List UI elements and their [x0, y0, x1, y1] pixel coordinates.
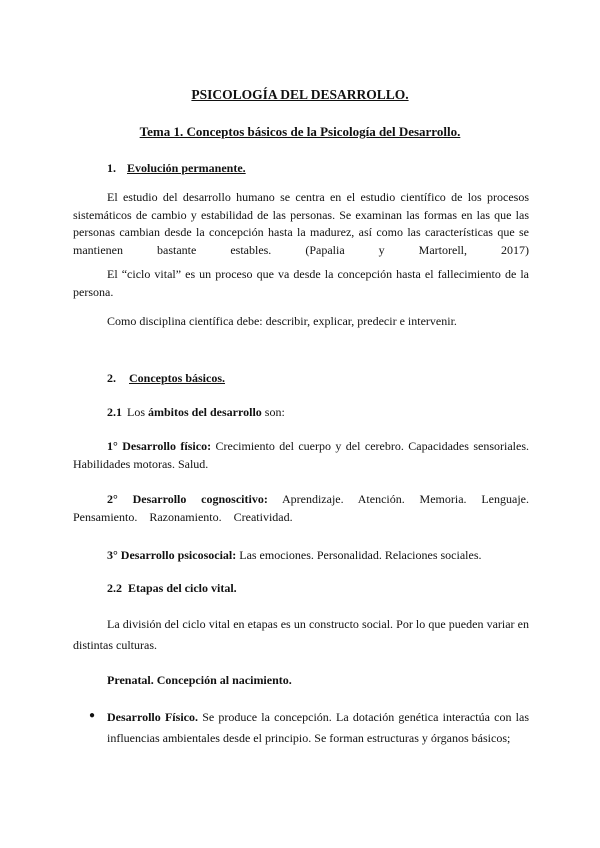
subsection-2-2-number: 2.2: [107, 581, 122, 595]
bullet-icon: ●: [89, 710, 96, 721]
section-2-number: 2.: [107, 371, 116, 385]
stages-paragraph: La división del ciclo vital en etapas es un constructo social. Por lo que pueden variar en distintas culturas.: [73, 617, 529, 652]
development-item-psychosocial: [73, 547, 529, 565]
subsection-2-1-post: son:: [261, 405, 285, 419]
section-1-number: 1.: [107, 161, 116, 175]
section-1-heading: Evolución permanente.: [127, 161, 246, 175]
subsection-2-1: [107, 405, 285, 420]
document-title: PSICOLOGÍA DEL DESARROLLO.: [191, 87, 409, 102]
subsection-2-2-heading: Etapas del ciclo vital.: [128, 581, 237, 595]
item-cognitive-text: Aprendizaje. Atención. Memoria. Lenguaje. Pensamiento. Razonamiento. Creatividad.: [73, 492, 529, 524]
item-psychosocial-label: 3° Desarrollo psicosocial:: [107, 548, 237, 562]
section-1-paragraph-1: El estudio del desarrollo humano se centra en el estudio científico de los procesos sistemáticos de cambio y estabilidad de las personas. Se examinan las formas en las que las personas cambian desde la concepción hasta la madurez, así como las características que se mantienen bastante estables. (Papalia y Martorell, 2017): [73, 190, 529, 257]
bullet-text: Se produce la concepción. La dotación genética interactúa con las influencias ambientales desde el principio. Se forman estructuras y órganos básicos;: [107, 710, 529, 745]
development-item-cognitive: [73, 491, 529, 526]
section-1-paragraph-2: El “ciclo vital” es un proceso que va desde la concepción hasta el fallecimiento de la persona.: [73, 267, 529, 299]
bullet-physical-development: [107, 707, 529, 749]
item-psychosocial-text: Las emociones. Personalidad. Relaciones sociales.: [236, 548, 482, 562]
item-physical-label: 1° Desarrollo físico:: [107, 439, 212, 453]
prenatal-heading: Prenatal. Concepción al nacimiento.: [107, 673, 292, 687]
item-physical-text: Crecimiento del cuerpo y del cerebro. Capacidades sensoriales. Habilidades motoras. Salud.: [73, 439, 529, 471]
subsection-2-2: [107, 581, 237, 596]
subsection-2-1-pre: Los: [127, 405, 148, 419]
bullet-label: Desarrollo Físico.: [107, 710, 198, 724]
item-cognitive-label: 2° Desarrollo cognoscitivo:: [107, 492, 268, 506]
section-2-heading: Conceptos básicos.: [129, 371, 226, 385]
document-subtitle: Tema 1. Conceptos básicos de la Psicología del Desarrollo.: [139, 124, 461, 139]
section-1-paragraph-3: Como disciplina científica debe: describir, explicar, predecir e intervenir.: [107, 314, 457, 328]
subsection-2-1-bold: ámbitos del desarrollo: [148, 405, 262, 419]
subsection-2-1-number: 2.1: [107, 405, 122, 419]
development-item-physical: [73, 438, 529, 473]
